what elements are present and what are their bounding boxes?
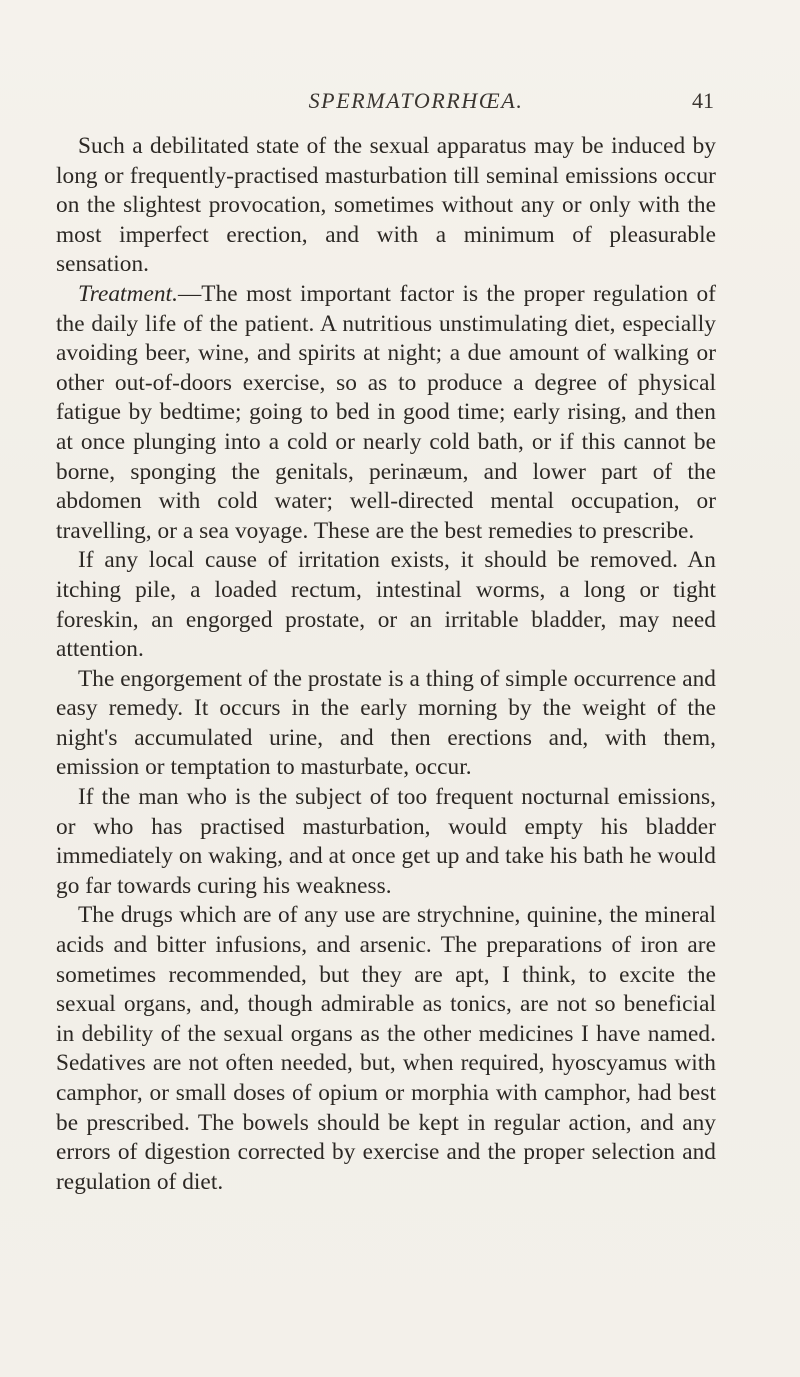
paragraph bbox=[56, 901, 716, 1197]
paragraph bbox=[56, 783, 716, 901]
paragraph bbox=[56, 132, 716, 280]
page-number: 41 bbox=[692, 88, 714, 113]
running-title: SPERMATORRHŒA. bbox=[308, 88, 524, 113]
paragraph-text: Such a debilitated state of the sexual apparatus may be induced by long or frequently-practised masturbation till seminal emissions occur on the slightest provocation, sometimes without any or only with the most imperfect erection, and with a minimum of pleasurable sensation. bbox=[56, 133, 716, 278]
paragraph bbox=[56, 546, 716, 664]
paragraph-text: The drugs which are of any use are strychnine, quinine, the mineral acids and bitter infusions, and arsenic. The preparations of iron are sometimes recommended, but they are apt, I think, to excite the sexual organs, and, though admirable as tonics, are not so beneficial in debility of the sexual organs as the other medicines I have named. Sedatives are not often needed, but, when required, hyoscyamus with camphor, or small doses of opium or morphia with camphor, had best be prescribed. The bowels should be kept in regular action, and any errors of digestion corrected by exercise and the proper selection and regulation of diet. bbox=[56, 902, 716, 1195]
page-header bbox=[118, 88, 714, 128]
paragraph bbox=[56, 280, 716, 546]
paragraph bbox=[56, 665, 716, 783]
section-heading-treatment: Treatment. bbox=[78, 280, 178, 307]
paragraph-text: If the man who is the subject of too frequent nocturnal emissions, or who has practised masturbation, would empty his bladder immediately on waking, and at once get up and take his bath he would go far towards curing his weakness. bbox=[56, 784, 716, 899]
paragraph-text: If any local cause of irritation exists, it should be removed. An itching pile, a loaded rectum, intestinal worms, a long or tight foreskin, an engorged prostate, or an irritable bladder, may need attention. bbox=[56, 547, 716, 663]
paragraph-text: The engorgement of the prostate is a thing of simple occurrence and easy remedy. It occurs in the early morning by the weight of the night's accumulated urine, and then erections and, with them, emission or temptation to masturbate, occur. bbox=[56, 665, 716, 781]
paragraph-text: —The most important factor is the proper regulation of the daily life of the patient. A nutritious unstimulating diet, especially avoiding beer, wine, and spirits at night; a due amount of walking or other out-of-doors exercise, so as to produce a degree of physical fatigue by bedtime; going to bed in good time; early rising, and then at once plunging into a cold or nearly cold bath, or if this cannot be borne, sponging the genitals, perinæum, and lower part of the abdomen with cold water; well-directed mental occupation, or travelling, or a sea voyage. These are the best remedies to prescribe. bbox=[56, 280, 716, 544]
body-text bbox=[56, 132, 716, 1197]
